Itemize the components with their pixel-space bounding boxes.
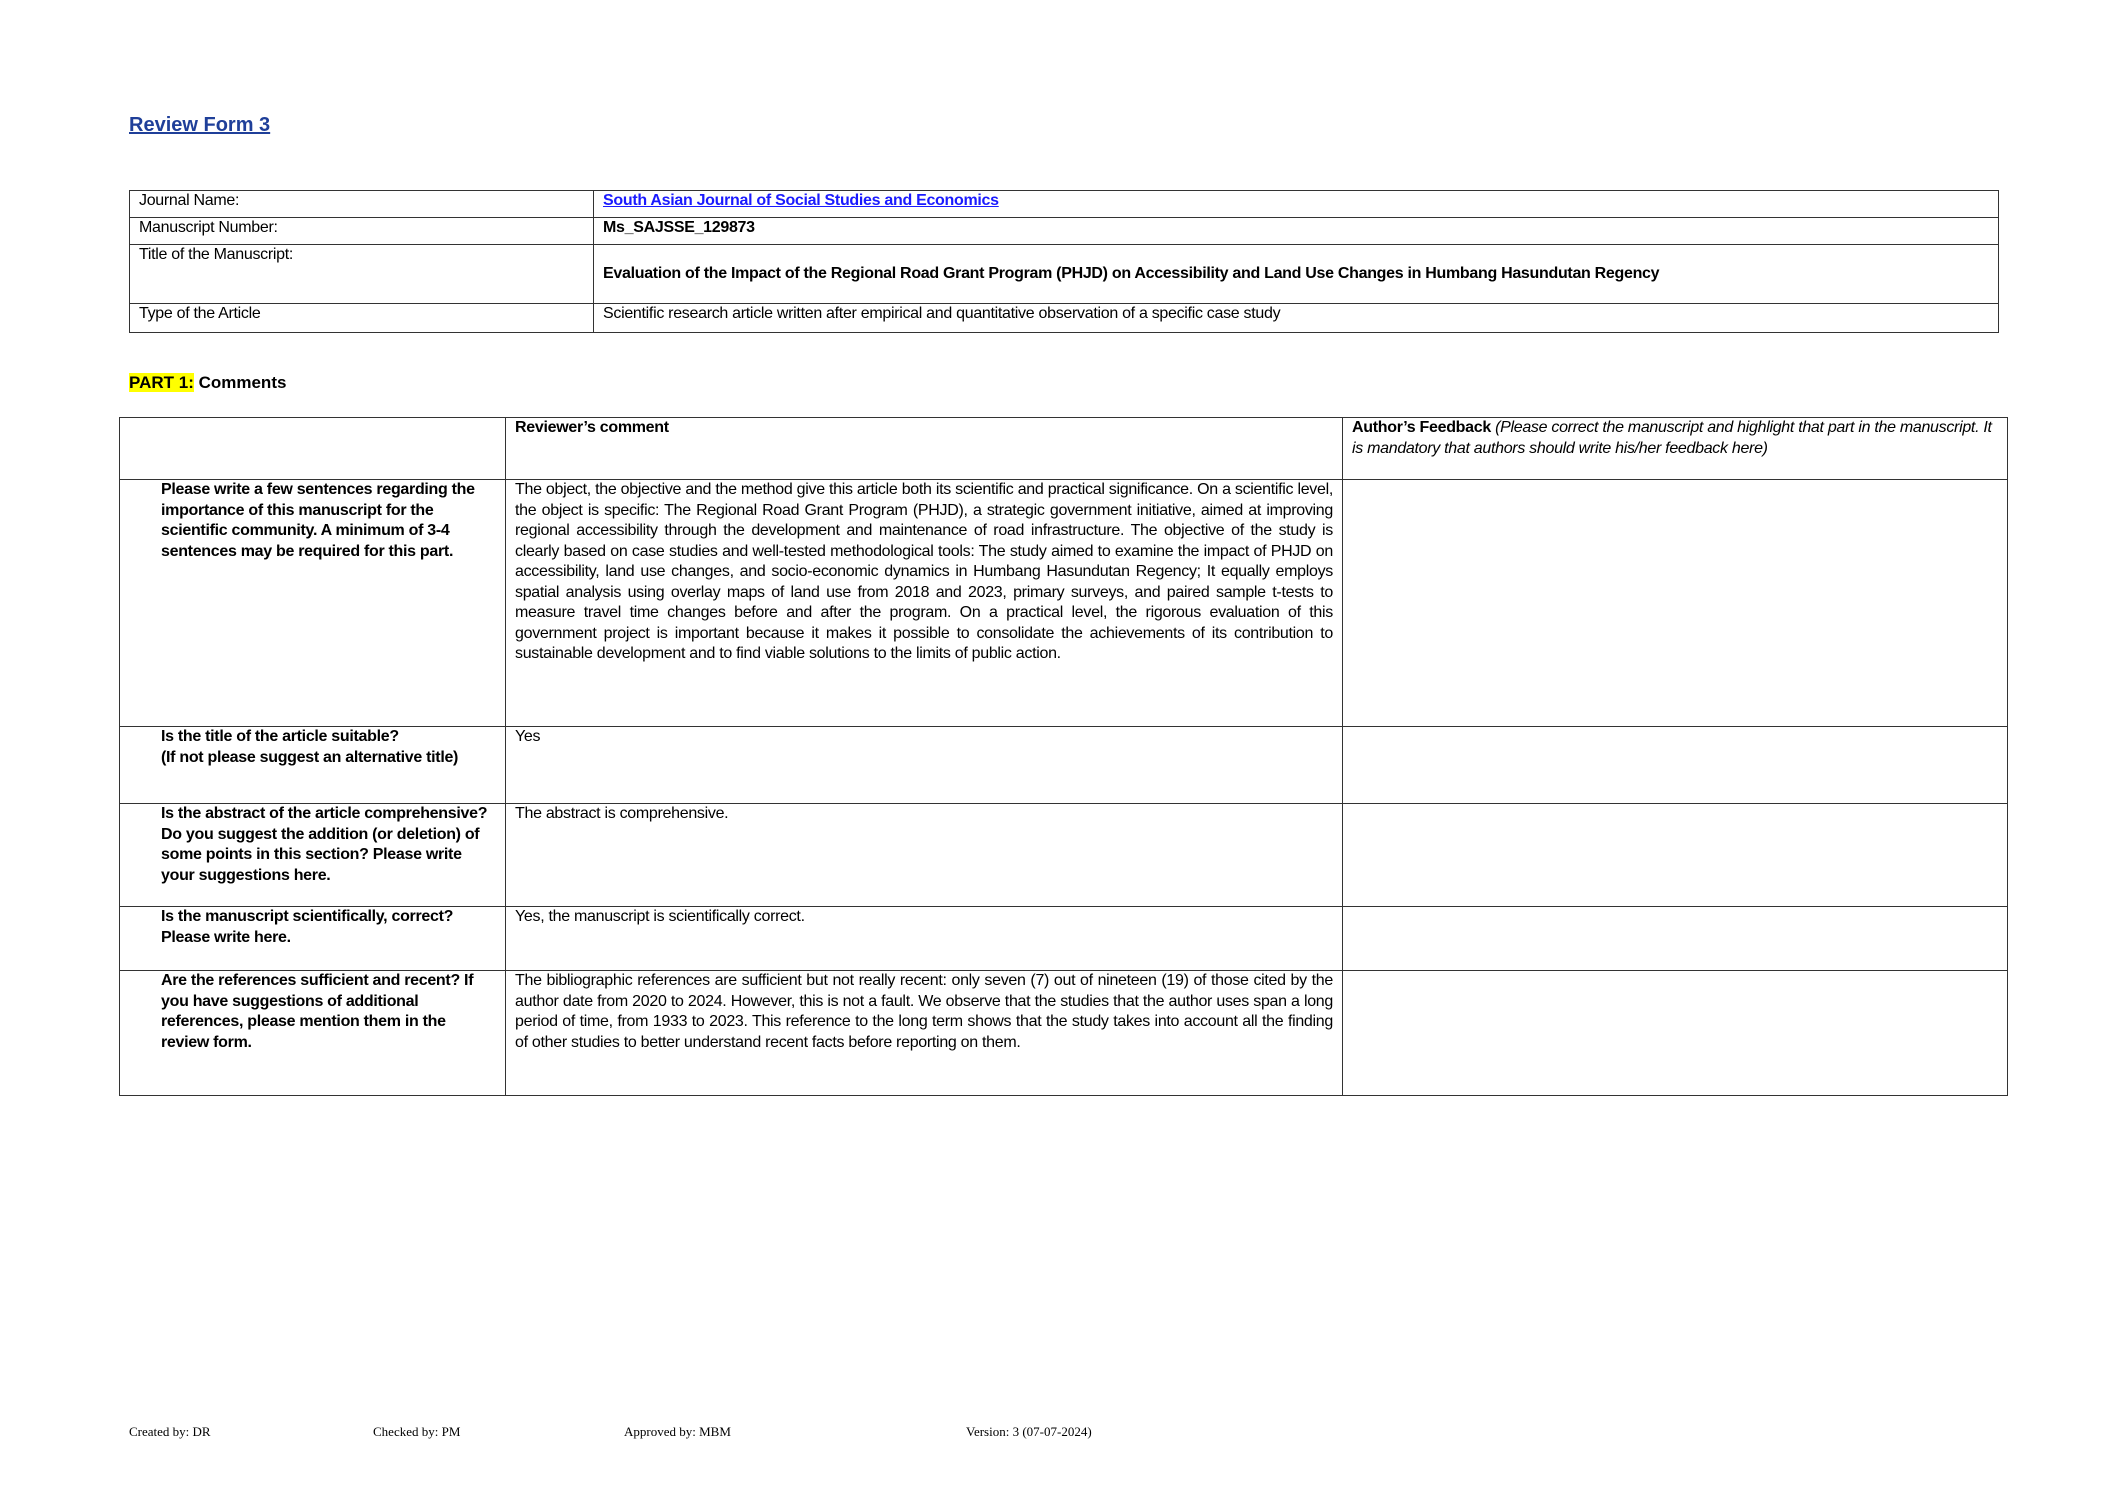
reviewer-comment: The bibliographic references are sufficient but not really recent: only seven (7) out of nineteen (19) of those cited by the author date from 2020 to 2024. However, this is not a fault. We observe that the studies that the author uses span a long period of time, from 1933 to 2023. This reference to the long term shows that the study takes into account all the finding of other studies to better understand recent facts before reporting on them. [506, 971, 1343, 1096]
reviewer-comment: The object, the objective and the method give this article both its scientific and practical significance. On a scientific level, the object is specific: The Regional Road Grant Program (PHJD), a strategic government initiative, aimed at improving regional accessibility through the development and maintenance of road infrastructure. The objective of the study is clearly based on case studies and well-tested methodological tools: The study aimed to examine the impact of PHJD on accessibility, land use changes, and socio-economic dynamics in Humbang Hasundutan Regency; It equally employs spatial analysis using overlay maps of land use from 2018 and 2023, primary surveys, and paired sample t-tests to measure travel time changes before and after the program. On a practical level, the rigorous evaluation of this government project is important because it makes it possible to consolidate the achievements of its contribution to sustainable development and to find viable solutions to the limits of public action. [506, 480, 1343, 727]
footer-approved-by: Approved by: MBM [624, 1424, 731, 1439]
form-title[interactable]: Review Form 3 [129, 114, 271, 136]
part-number: PART 1: [129, 373, 194, 392]
question: Are the references sufficient and recent? If you have suggestions of additional references, please mention them in the review form. [120, 971, 506, 1096]
author-feedback-instructions: (Please correct the manuscript and highlight that part in the manuscript. It is mandatory that authors should write his/her feedback here) [1352, 419, 1992, 457]
manuscript-number-value: Ms_SAJSSE_129873 [594, 218, 1999, 245]
journal-link[interactable]: South Asian Journal of Social Studies and Economics [603, 192, 999, 209]
manuscript-info-table [129, 190, 1999, 333]
header-row [120, 418, 2008, 480]
question: Please write a few sentences regarding the importance of this manuscript for the scientific community. A minimum of 3-4 sentences may be required for this part. [120, 480, 506, 727]
type-value: Scientific research article written after empirical and quantitative observation of a specific case study [594, 304, 1999, 333]
author-feedback-header [1343, 418, 2008, 480]
journal-row [130, 191, 1999, 218]
journal-cell [594, 191, 1999, 218]
table-row [120, 727, 2008, 804]
question: Is the abstract of the article comprehensive? Do you suggest the addition (or deletion) of some points in this section? Please write your suggestions here. [120, 804, 506, 907]
empty-header-cell [120, 418, 506, 480]
title-label: Title of the Manuscript: [130, 245, 594, 304]
author-feedback-cell[interactable] [1343, 727, 2008, 804]
question: Is the manuscript scientifically, correct? Please write here. [120, 907, 506, 971]
author-feedback-cell[interactable] [1343, 971, 2008, 1096]
part-heading [129, 373, 286, 393]
author-feedback-cell[interactable] [1343, 480, 2008, 727]
footer-created-by: Created by: DR [129, 1424, 211, 1439]
question-line: Is the title of the article suitable? [161, 728, 399, 745]
author-feedback-title: Author’s Feedback [1352, 419, 1491, 436]
title-row [130, 245, 1999, 304]
reviewer-comment-header: Reviewer’s comment [506, 418, 1343, 480]
type-label: Type of the Article [130, 304, 594, 333]
reviewer-comment: The abstract is comprehensive. [506, 804, 1343, 907]
part-title: Comments [193, 373, 287, 392]
table-row [120, 907, 2008, 971]
manuscript-title-value: Evaluation of the Impact of the Regional Road Grant Program (PHJD) on Accessibility and Land Use Changes in Humbang Hasundutan Regency [594, 245, 1999, 304]
journal-label: Journal Name: [130, 191, 594, 218]
author-feedback-cell[interactable] [1343, 907, 2008, 971]
reviewer-comment: Yes [506, 727, 1343, 804]
footer-version: Version: 3 (07-07-2024) [966, 1424, 1092, 1439]
table-row [120, 971, 2008, 1096]
author-feedback-cell[interactable] [1343, 804, 2008, 907]
manuscript-number-row [130, 218, 1999, 245]
footer-checked-by: Checked by: PM [373, 1424, 461, 1439]
table-row [120, 804, 2008, 907]
type-row [130, 304, 1999, 333]
question [120, 727, 506, 804]
manuscript-number-label: Manuscript Number: [130, 218, 594, 245]
comments-table [119, 417, 2008, 1096]
question-line: (If not please suggest an alternative title) [161, 748, 459, 766]
reviewer-comment: Yes, the manuscript is scientifically correct. [506, 907, 1343, 971]
table-row [120, 480, 2008, 727]
